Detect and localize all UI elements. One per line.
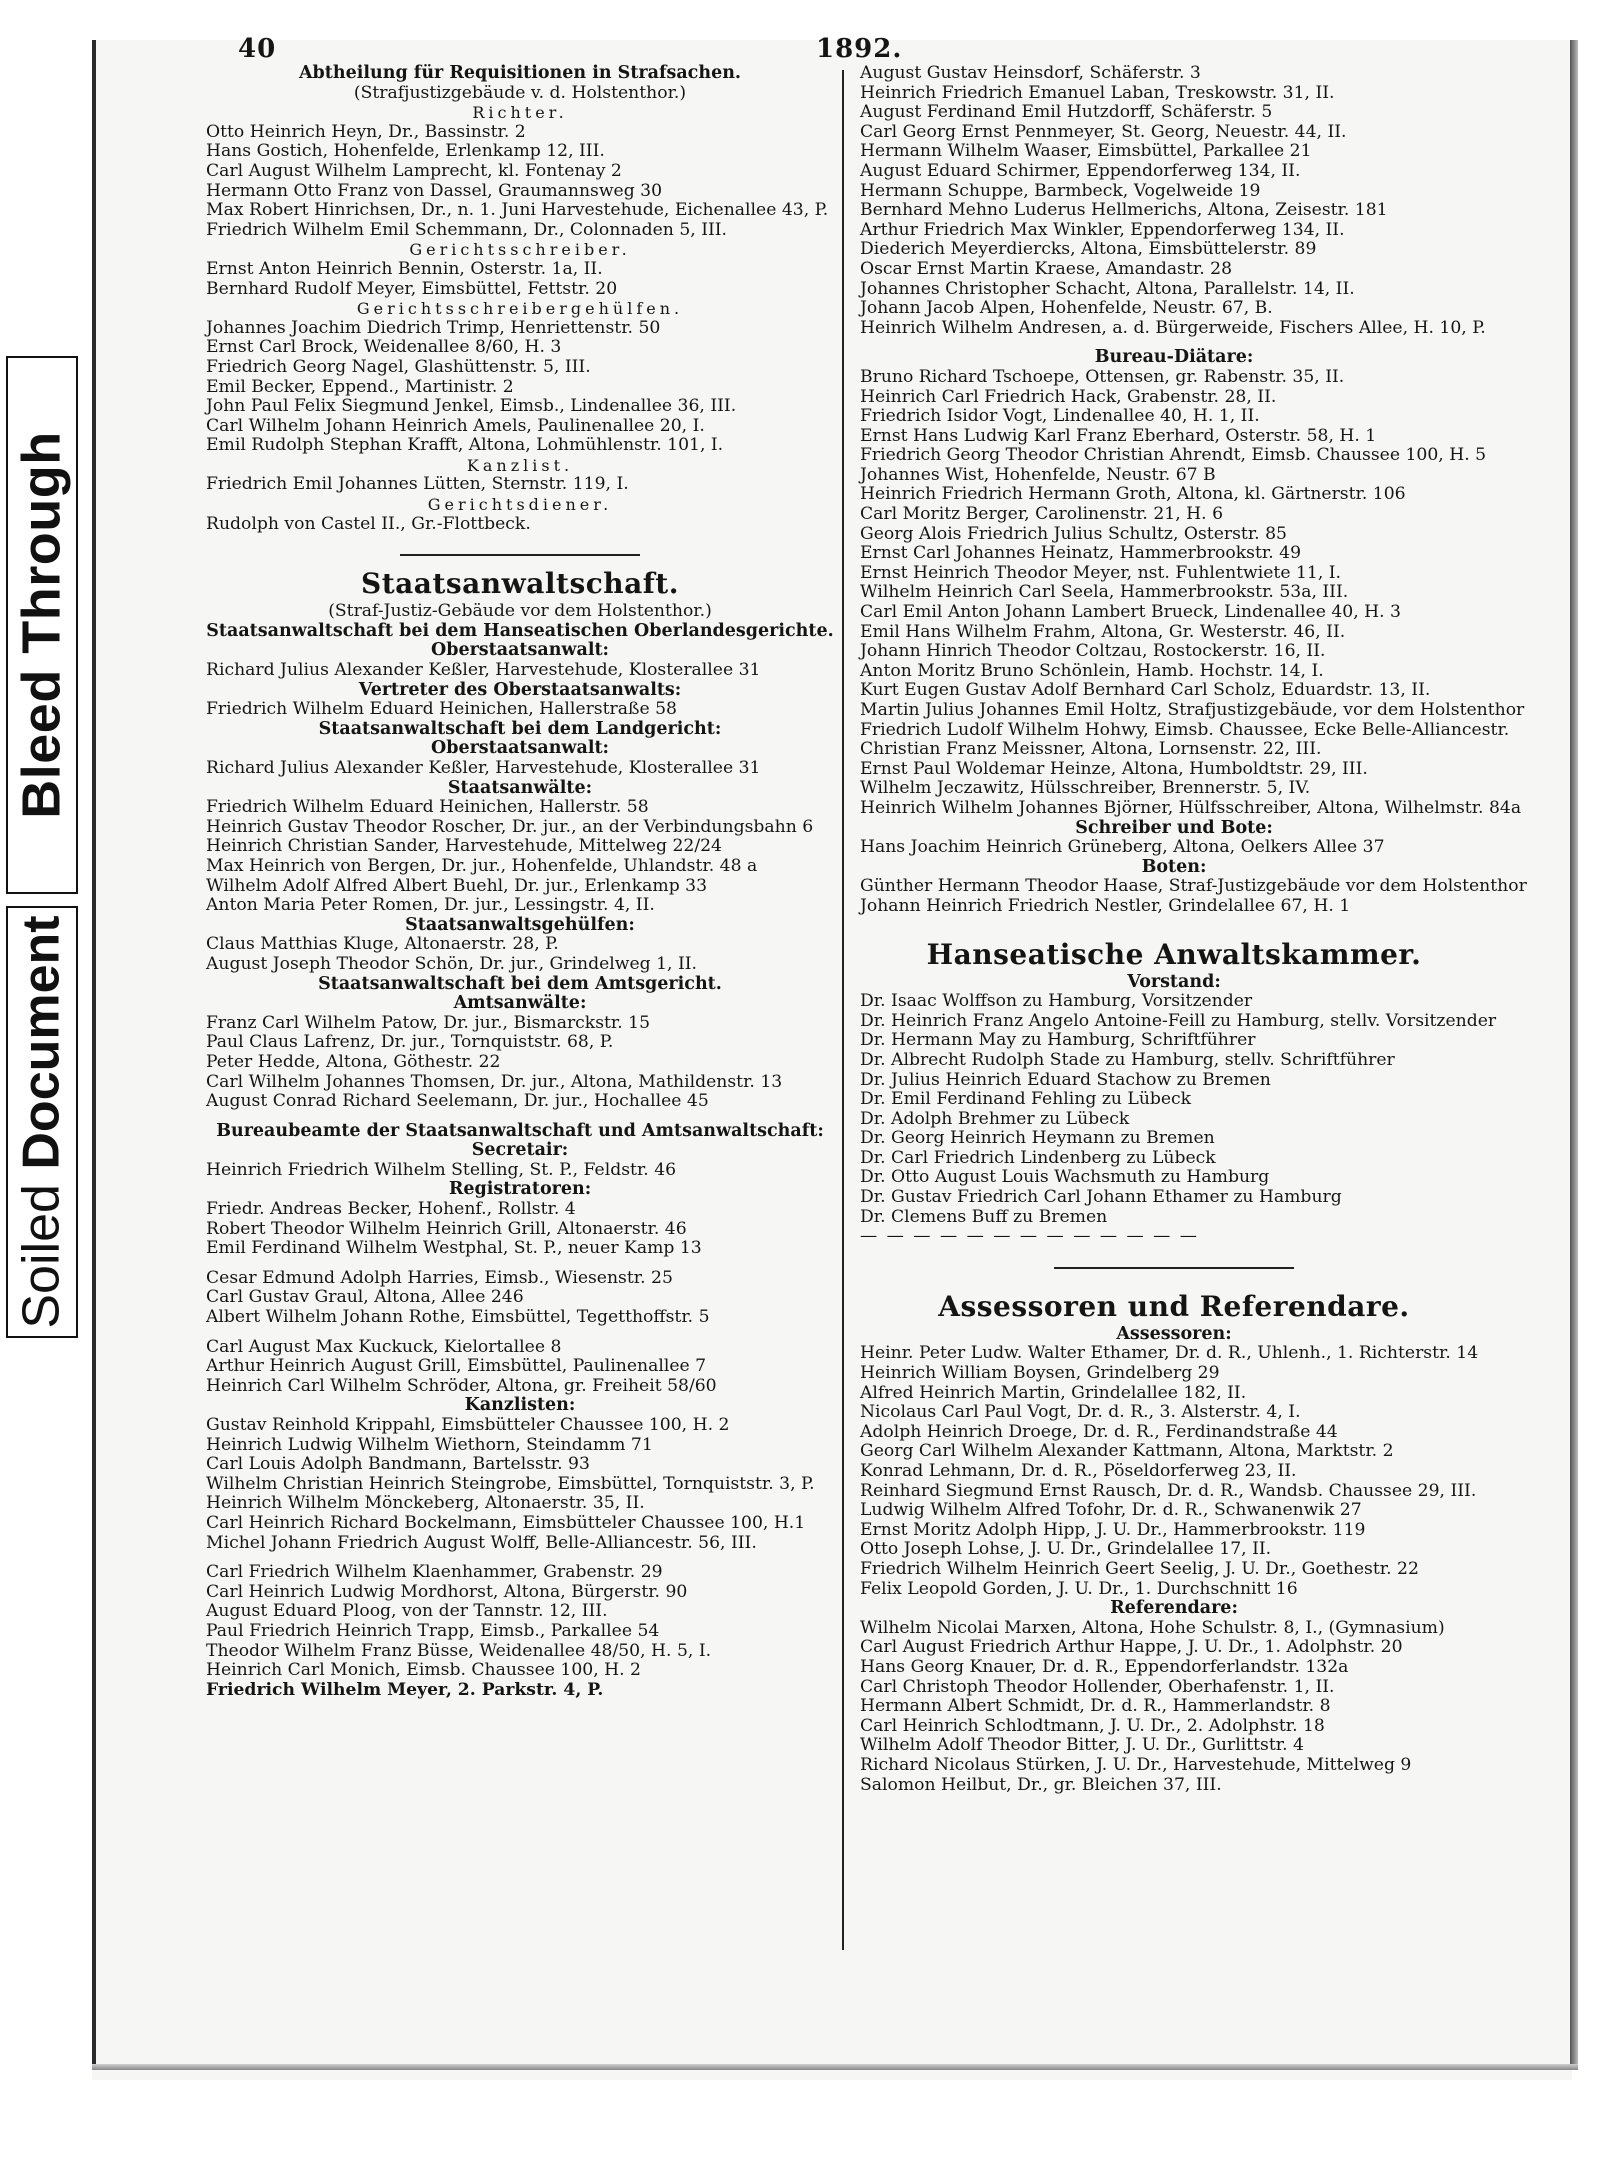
list-item: Max Robert Hinrichsen, Dr., n. 1. Juni Harvestehude, Eichenallee 43, P. xyxy=(206,200,829,221)
list-item: Dr. Otto August Louis Wachsmuth zu Hamburg xyxy=(860,1167,1270,1188)
list-item: Carl Wilhelm Johann Heinrich Amels, Paulinenallee 20, I. xyxy=(206,415,705,436)
page-right-edge xyxy=(1570,40,1578,2070)
kanzlisten-list xyxy=(200,1416,840,1553)
list-item: Friedrich Wilhelm Emil Schemmann, Dr., Colonnaden 5, III. xyxy=(206,219,728,240)
list-item: Friedrich Georg Nagel, Glashüttenstr. 5, III. xyxy=(206,356,591,377)
list-item: Heinrich Wilhelm Mönckeberg, Altonaerstr. 35, II. xyxy=(206,1493,645,1514)
list-item: Max Heinrich von Bergen, Dr. jur., Hohenfelde, Uhlandstr. 48 a xyxy=(206,855,758,876)
secretair-label: Secretair: xyxy=(471,1140,569,1161)
list-item: Ernst Moritz Adolph Hipp, J. U. Dr., Hammerbrookstr. 119 xyxy=(860,1519,1366,1540)
staatsanwaltschaft-location: (Straf-Justiz-Gebäude vor dem Holstenthor.) xyxy=(328,601,712,622)
list-item: Richard Nicolaus Stürken, J. U. Dr., Harvestehude, Mittelweg 9 xyxy=(860,1754,1412,1775)
list-item: Peter Hedde, Altona, Göthestr. 22 xyxy=(206,1051,501,1072)
list-item: Christian Franz Meissner, Altona, Lornsenstr. 22, III. xyxy=(860,739,1322,760)
list-item: Friedrich Emil Johannes Lütten, Sternstr. 119, I. xyxy=(206,474,629,495)
list-item: August Eduard Schirmer, Eppendorferweg 134, II. xyxy=(860,160,1301,181)
list-item: Carl Moritz Berger, Carolinenstr. 21, H. 6 xyxy=(860,504,1223,525)
continued-entries xyxy=(854,64,1494,338)
list-item: Anton Maria Peter Romen, Dr. jur., Lessingstr. 4, II. xyxy=(206,895,655,916)
list-item: Hermann Schuppe, Barmbeck, Vogelweide 19 xyxy=(860,180,1261,201)
list-item: Reinhard Siegmund Ernst Rausch, Dr. d. R., Wandsb. Chaussee 29, III. xyxy=(860,1480,1477,1501)
list-item: Dr. Carl Friedrich Lindenberg zu Lübeck xyxy=(860,1147,1216,1168)
vertreter-label: Vertreter des Oberstaatsanwalts: xyxy=(358,679,682,700)
list-item: Carl Emil Anton Johann Lambert Brueck, Lindenallee 40, H. 3 xyxy=(860,602,1401,623)
list-item: Richard Julius Alexander Keßler, Harvestehude, Klosterallee 31 xyxy=(206,660,761,681)
list-item: Friedrich Georg Theodor Christian Ahrendt, Eimsb. Chaussee 100, H. 5 xyxy=(860,445,1487,466)
list-item: Oscar Ernst Martin Kraese, Amandastr. 28 xyxy=(860,258,1233,279)
registratoren-list xyxy=(200,1200,840,1259)
list-item: Dr. Hermann May zu Hamburg, Schriftführer xyxy=(860,1030,1256,1051)
list-item: Arthur Friedrich Max Winkler, Eppendorferweg 134, II. xyxy=(860,219,1345,240)
lg-oberstaatsanwalt-label: Oberstaatsanwalt: xyxy=(430,738,610,759)
list-item: Heinrich Wilhelm Andresen, a. d. Bürgerweide, Fischers Allee, H. 10, P. xyxy=(860,317,1486,338)
richter-list xyxy=(200,123,840,241)
archive-stamps xyxy=(0,0,84,1330)
bureaubeamte-heading: Bureaubeamte der Staatsanwaltschaft und Amtsanwaltschaft: xyxy=(216,1120,824,1141)
list-item: Heinrich Ludwig Wilhelm Wiethorn, Steindamm 71 xyxy=(206,1434,653,1455)
list-item: Heinrich Friedrich Emanuel Laban, Treskowstr. 31, II. xyxy=(860,82,1335,103)
list-item: Georg Carl Wilhelm Alexander Kattmann, Altona, Marktstr. 2 xyxy=(860,1441,1394,1462)
list-item: Salomon Heilbut, Dr., gr. Bleichen 37, III. xyxy=(860,1774,1222,1795)
secretair-list xyxy=(200,1161,840,1181)
page-number: 40 xyxy=(238,34,277,64)
list-item: Carl August Wilhelm Lamprecht, kl. Fontenay 2 xyxy=(206,160,622,181)
list-item: Kurt Eugen Gustav Adolf Bernhard Carl Scholz, Eduardstr. 13, II. xyxy=(860,680,1431,701)
list-item: Carl Wilhelm Johannes Thomsen, Dr. jur., Altona, Mathildenstr. 13 xyxy=(206,1071,783,1092)
list-item: Friedrich Wilhelm Heinrich Geert Seelig, J. U. Dr., Goethestr. 22 xyxy=(860,1558,1419,1579)
richter-label: Richter. xyxy=(472,103,568,123)
amtsanwaelte-label: Amtsanwälte: xyxy=(453,993,587,1014)
list-item: Heinr. Peter Ludw. Walter Ethamer, Dr. d. R., Uhlenh., 1. Richterstr. 14 xyxy=(860,1343,1479,1364)
requisitionen-location: (Strafjustizgebäude v. d. Holstenthor.) xyxy=(353,82,687,103)
list-item: Alfred Heinrich Martin, Grindelallee 182, II. xyxy=(860,1382,1247,1403)
list-item: Bernhard Rudolf Meyer, Eimsbüttel, Fettstr. 20 xyxy=(206,278,618,299)
left-column xyxy=(200,64,840,1700)
soiled-word: Soiled xyxy=(13,1169,71,1329)
soiled-document-label xyxy=(12,915,72,1328)
list-item: Georg Alois Friedrich Julius Schultz, Osterstr. 85 xyxy=(860,523,1287,544)
list-item: Paul Friedrich Heinrich Trapp, Eimsb., Parkallee 54 xyxy=(206,1620,660,1641)
olg-heading: Staatsanwaltschaft bei dem Hanseatischen Oberlandesgerichte. xyxy=(206,620,834,641)
page-binding-edge xyxy=(92,40,96,2070)
list-item: Ernst Hans Ludwig Karl Franz Eberhard, Osterstr. 58, H. 1 xyxy=(860,425,1377,446)
list-item: Carl Friedrich Wilhelm Klaenhammer, Grabenstr. 29 xyxy=(206,1562,663,1583)
oberstaatsanwalt-list xyxy=(200,661,840,681)
list-item: Theodor Wilhelm Franz Büsse, Weidenallee 48/50, H. 5, I. xyxy=(206,1640,712,1661)
list-item: Robert Theodor Wilhelm Heinrich Grill, Altonaerstr. 46 xyxy=(206,1218,687,1239)
list-item: Johannes Joachim Diedrich Trimp, Henriettenstr. 50 xyxy=(206,317,661,338)
list-item: Johannes Christopher Schacht, Altona, Parallelstr. 14, II. xyxy=(860,278,1355,299)
list-item: August Conrad Richard Seelemann, Dr. jur., Hochallee 45 xyxy=(206,1091,709,1112)
kanzlist-label: Kanzlist. xyxy=(466,455,574,475)
list-item: August Joseph Theodor Schön, Dr. jur., Grindelweg 1, II. xyxy=(206,953,697,974)
list-item: Emil Rudolph Stephan Krafft, Altona, Lohmühlenstr. 101, I. xyxy=(206,435,724,456)
list-item: Cesar Edmund Adolph Harries, Eimsb., Wiesenstr. 25 xyxy=(206,1267,673,1288)
list-item: Adolph Heinrich Droege, Dr. d. R., Ferdinandstraße 44 xyxy=(860,1421,1338,1442)
vertreter-list xyxy=(200,700,840,720)
referendare-label: Referendare: xyxy=(1110,1598,1238,1619)
list-item: Dr. Julius Heinrich Eduard Stachow zu Bremen xyxy=(860,1069,1271,1090)
list-item: Heinrich Carl Wilhelm Schröder, Altona, gr. Freiheit 58/60 xyxy=(206,1375,717,1396)
list-item: Heinrich William Boysen, Grindelberg 29 xyxy=(860,1363,1220,1384)
list-item: Hans Georg Knauer, Dr. d. R., Eppendorferlandstr. 132a xyxy=(860,1656,1349,1677)
list-item: Carl Heinrich Ludwig Mordhorst, Altona, Bürgerstr. 90 xyxy=(206,1581,688,1602)
diaetare-list xyxy=(854,366,1525,819)
list-item: Hermann Wilhelm Waaser, Eimsbüttel, Parkallee 21 xyxy=(860,141,1312,162)
registratoren-label: Registratoren: xyxy=(448,1179,592,1200)
list-item: Ludwig Wilhelm Alfred Tofohr, Dr. d. R., Schwanenwik 27 xyxy=(860,1500,1362,1521)
list-item: Friedrich Wilhelm Eduard Heinichen, Hallerstr. 58 xyxy=(206,797,649,818)
list-item: Dr. Heinrich Franz Angelo Antoine-Feill zu Hamburg, stellv. Vorsitzender xyxy=(860,1010,1497,1031)
vorstand-list xyxy=(854,991,1497,1227)
list-item: Wilhelm Heinrich Carl Seela, Hammerbrookstr. 53a, III. xyxy=(860,582,1349,603)
gerichtsdiener-label: Gerichtsdiener. xyxy=(427,495,613,515)
list-item: Dr. Adolph Brehmer zu Lübeck xyxy=(860,1108,1130,1129)
list-item: Friedrich Wilhelm Eduard Heinichen, Hallerstraße 58 xyxy=(206,699,677,720)
landgericht-heading: Staatsanwaltschaft bei dem Landgericht: xyxy=(318,718,722,739)
list-item: Claus Matthias Kluge, Altonaerstr. 28, P. xyxy=(206,934,559,955)
list-item: Arthur Heinrich August Grill, Eimsbüttel, Paulinenallee 7 xyxy=(206,1356,707,1377)
staatsanwaltsgehuelfen-label: Staatsanwaltsgehülfen: xyxy=(405,914,635,935)
list-item: Emil Becker, Eppend., Martinistr. 2 xyxy=(206,376,514,397)
list-item: Hermann Albert Schmidt, Dr. d. R., Hammerlandstr. 8 xyxy=(860,1696,1331,1717)
list-item: Ernst Carl Brock, Weidenallee 8/60, H. 3 xyxy=(206,337,562,358)
referendare-list xyxy=(854,1619,1494,1795)
list-item: Emil Hans Wilhelm Frahm, Altona, Gr. Westerstr. 46, II. xyxy=(860,621,1346,642)
list-item: Heinrich Carl Friedrich Hack, Grabenstr. 28, II. xyxy=(860,386,1277,407)
list-item: Wilhelm Adolf Theodor Bitter, J. U. Dr., Gurlittstr. 4 xyxy=(860,1735,1304,1756)
list-item: August Gustav Heinsdorf, Schäferstr. 3 xyxy=(860,63,1201,83)
lg-oberstaatsanwalt-list xyxy=(200,759,840,779)
list-item: Carl Gustav Graul, Altona, Allee 246 xyxy=(206,1287,524,1308)
list-item: Franz Carl Wilhelm Patow, Dr. jur., Bismarckstr. 15 xyxy=(206,1012,651,1033)
staatsanwaelte-list xyxy=(200,798,840,916)
list-item: Emil Ferdinand Wilhelm Westphal, St. P., neuer Kamp 13 xyxy=(206,1238,702,1259)
list-item: Carl Georg Ernst Pennmeyer, St. Georg, Neuestr. 44, II. xyxy=(860,121,1347,142)
kanzlist-list xyxy=(200,475,840,495)
list-item: Anton Moritz Bruno Schönlein, Hamb. Hochstr. 14, I. xyxy=(860,660,1324,681)
list-item: Dr. Clemens Buff zu Bremen xyxy=(860,1206,1108,1227)
list-item: Ernst Carl Johannes Heinatz, Hammerbrookstr. 49 xyxy=(860,543,1302,564)
list-item: Johann Hinrich Theodor Coltzau, Rostockerstr. 16, II. xyxy=(860,641,1326,662)
requisitionen-title: Abtheilung für Requisitionen in Strafsachen. xyxy=(298,63,742,83)
document-word: Document xyxy=(13,915,71,1170)
list-item: Dr. Emil Ferdinand Fehling zu Lübeck xyxy=(860,1089,1192,1110)
list-item: Otto Joseph Lohse, J. U. Dr., Grindelallee 17, II. xyxy=(860,1539,1272,1560)
list-item: August Ferdinand Emil Hutzdorff, Schäferstr. 5 xyxy=(860,102,1273,123)
list-item: Hans Gostich, Hohenfelde, Erlenkamp 12, III. xyxy=(206,141,605,162)
anwaltskammer-title: Hanseatische Anwaltskammer. xyxy=(926,937,1422,971)
list-item: Carl Christoph Theodor Hollender, Oberhafenstr. 1, II. xyxy=(860,1676,1335,1697)
list-item: Dr. Gustav Friedrich Carl Johann Ethamer zu Hamburg xyxy=(860,1187,1342,1208)
gehuelfen-list xyxy=(200,319,840,456)
diaetare-label: Bureau-Diätare: xyxy=(1094,347,1254,368)
bureau-group-2 xyxy=(200,1269,840,1328)
list-item: Wilhelm Christian Heinrich Steingrobe, Eimsbüttel, Tornquiststr. 3, P. xyxy=(206,1473,815,1494)
assessoren-label: Assessoren: xyxy=(1116,1323,1232,1344)
list-item: Dr. Albrecht Rudolph Stade zu Hamburg, stellv. Schriftführer xyxy=(860,1049,1395,1070)
list-item: Heinrich Christian Sander, Harvestehude, Mittelweg 22/24 xyxy=(206,836,722,857)
bleed-through-label: Bleed Through xyxy=(12,431,73,819)
staatsanwaelte-label: Staatsanwälte: xyxy=(447,777,593,798)
amtsgericht-heading: Staatsanwaltschaft bei dem Amtsgericht. xyxy=(318,973,722,994)
soiled-document-stamp xyxy=(6,906,78,1338)
list-item: Bruno Richard Tschoepe, Ottensen, gr. Rabenstr. 35, II. xyxy=(860,366,1345,387)
list-item: Gustav Reinhold Krippahl, Eimsbütteler Chaussee 100, H. 2 xyxy=(206,1415,730,1435)
list-item: Rudolph von Castel II., Gr.-Flottbeck. xyxy=(206,513,531,534)
staatsanwaltsgehuelfen-list xyxy=(200,935,840,974)
list-item: Johann Heinrich Friedrich Nestler, Grindelallee 67, H. 1 xyxy=(860,895,1351,916)
bleed-through-stamp xyxy=(6,356,78,894)
list-item: Heinrich Friedrich Hermann Groth, Altona, kl. Gärtnerstr. 106 xyxy=(860,484,1406,505)
list-item: Carl August Max Kuckuck, Kielortallee 8 xyxy=(206,1336,562,1357)
list-item: Wilhelm Jeczawitz, Hülsschreiber, Brennerstr. 5, IV. xyxy=(860,778,1311,799)
gerichtsschreiber-list xyxy=(200,260,840,299)
assessoren-title: Assessoren und Referendare. xyxy=(938,1289,1410,1323)
list-item: Paul Claus Lafrenz, Dr. jur., Tornquiststr. 68, P. xyxy=(206,1032,614,1053)
list-item: Wilhelm Nicolai Marxen, Altona, Hohe Schulstr. 8, I., (Gymnasium) xyxy=(860,1617,1445,1638)
gerichtsdiener-list xyxy=(200,515,840,535)
list-item: Bernhard Mehno Luderus Hellmerichs, Altona, Zeisestr. 181 xyxy=(860,200,1388,221)
list-item: Friedrich Isidor Vogt, Lindenallee 40, H. 1, II. xyxy=(860,406,1260,427)
schreiber-bote-list xyxy=(854,838,1494,858)
oberstaatsanwalt-label: Oberstaatsanwalt: xyxy=(430,640,610,661)
list-item: Heinrich Carl Monich, Eimsb. Chaussee 100, H. 2 xyxy=(206,1660,641,1681)
boten-label: Boten: xyxy=(1141,856,1207,877)
list-item: Otto Heinrich Heyn, Dr., Bassinstr. 2 xyxy=(206,121,526,142)
list-item: Ernst Paul Woldemar Heinze, Altona, Humboldtstr. 29, III. xyxy=(860,758,1368,779)
list-item: Carl Heinrich Schlodtmann, J. U. Dr., 2. Adolphstr. 18 xyxy=(860,1715,1325,1736)
list-item: Martin Julius Johannes Emil Holtz, Strafjustizgebäude, vor dem Holstenthor xyxy=(860,700,1525,720)
boten-list xyxy=(854,876,1527,916)
list-item: Friedrich Wilhelm Meyer, 2. Parkstr. 4, P. xyxy=(206,1679,604,1700)
amtsanwaelte-list xyxy=(200,1014,840,1112)
list-item: Hermann Otto Franz von Dassel, Graumannsweg 30 xyxy=(206,180,663,201)
list-item: Wilhelm Adolf Alfred Albert Buehl, Dr. jur., Erlenkamp 33 xyxy=(206,875,708,896)
list-item: Carl Heinrich Richard Bockelmann, Eimsbütteler Chaussee 100, H.1 xyxy=(206,1512,806,1533)
gehuelfen-label: Gerichtsschreibergehülfen. xyxy=(356,299,684,319)
bureau-group-5 xyxy=(200,1563,840,1700)
list-item: Ernst Anton Heinrich Bennin, Osterstr. 1a, II. xyxy=(206,258,603,279)
list-item: Carl August Friedrich Arthur Happe, J. U. Dr., 1. Adolphstr. 20 xyxy=(860,1637,1403,1658)
list-item: Dr. Isaac Wolffson zu Hamburg, Vorsitzender xyxy=(860,991,1253,1012)
dashes: — — — — — — — — — — — — — xyxy=(860,1226,1199,1247)
staatsanwaltschaft-title: Staatsanwaltschaft. xyxy=(361,567,679,601)
kanzlisten-label: Kanzlisten: xyxy=(464,1395,576,1416)
schreiber-bote-label: Schreiber und Bote: xyxy=(1075,817,1273,838)
list-item: Diederich Meyerdiercks, Altona, Eimsbüttelerstr. 89 xyxy=(860,239,1317,260)
list-item: Friedrich Ludolf Wilhelm Hohwy, Eimsb. Chaussee, Ecke Belle-Alliancestr. xyxy=(860,719,1510,740)
list-item: Heinrich Wilhelm Johannes Björner, Hülfsschreiber, Altona, Wilhelmstr. 84a xyxy=(860,797,1522,818)
list-item: Heinrich Friedrich Wilhelm Stelling, St. P., Feldstr. 46 xyxy=(206,1159,677,1180)
list-item: Albert Wilhelm Johann Rothe, Eimsbüttel, Tegetthoffstr. 5 xyxy=(206,1307,710,1328)
assessoren-list xyxy=(854,1344,1494,1599)
list-item: Friedr. Andreas Becker, Hohenf., Rollstr. 4 xyxy=(206,1199,576,1220)
list-item: Heinrich Gustav Theodor Roscher, Dr. jur., an der Verbindungsbahn 6 xyxy=(206,816,814,837)
list-item: Johannes Wist, Hohenfelde, Neustr. 67 B xyxy=(860,464,1216,485)
list-item: Günther Hermann Theodor Haase, Straf-Justizgebäude vor dem Holstenthor xyxy=(860,876,1527,897)
bureau-group-3 xyxy=(200,1338,840,1397)
list-item: Michel Johann Friedrich August Wolff, Belle-Alliancestr. 56, III. xyxy=(206,1532,757,1553)
list-item: Nicolaus Carl Paul Vogt, Dr. d. R., 3. Alsterstr. 4, I. xyxy=(860,1402,1301,1423)
list-item: Felix Leopold Gorden, J. U. Dr., 1. Durchschnitt 16 xyxy=(860,1578,1298,1599)
right-column xyxy=(854,63,1527,1795)
list-item: Hans Joachim Heinrich Grüneberg, Altona, Oelkers Allee 37 xyxy=(860,837,1385,858)
column-divider xyxy=(842,70,844,1950)
page-year: 1892. xyxy=(816,34,903,64)
gerichtsschreiber-label: Gerichtsschreiber. xyxy=(409,240,631,260)
list-item: Konrad Lehmann, Dr. d. R., Pöseldorferweg 23, II. xyxy=(860,1461,1297,1481)
list-item: Richard Julius Alexander Keßler, Harvestehude, Klosterallee 31 xyxy=(206,758,761,778)
page-bottom-edge xyxy=(92,2064,1578,2070)
list-item: John Paul Felix Siegmund Jenkel, Eimsb., Lindenallee 36, III. xyxy=(206,396,737,417)
list-item: August Eduard Ploog, von der Tannstr. 12, III. xyxy=(206,1601,608,1622)
list-item: Carl Louis Adolph Bandmann, Bartelsstr. 93 xyxy=(206,1454,590,1475)
list-item: Johann Jacob Alpen, Hohenfelde, Neustr. 67, B. xyxy=(860,298,1273,319)
list-item: Dr. Georg Heinrich Heymann zu Bremen xyxy=(860,1128,1215,1149)
vorstand-label: Vorstand: xyxy=(1127,971,1221,992)
list-item: Ernst Heinrich Theodor Meyer, nst. Fuhlentwiete 11, I. xyxy=(860,562,1342,583)
